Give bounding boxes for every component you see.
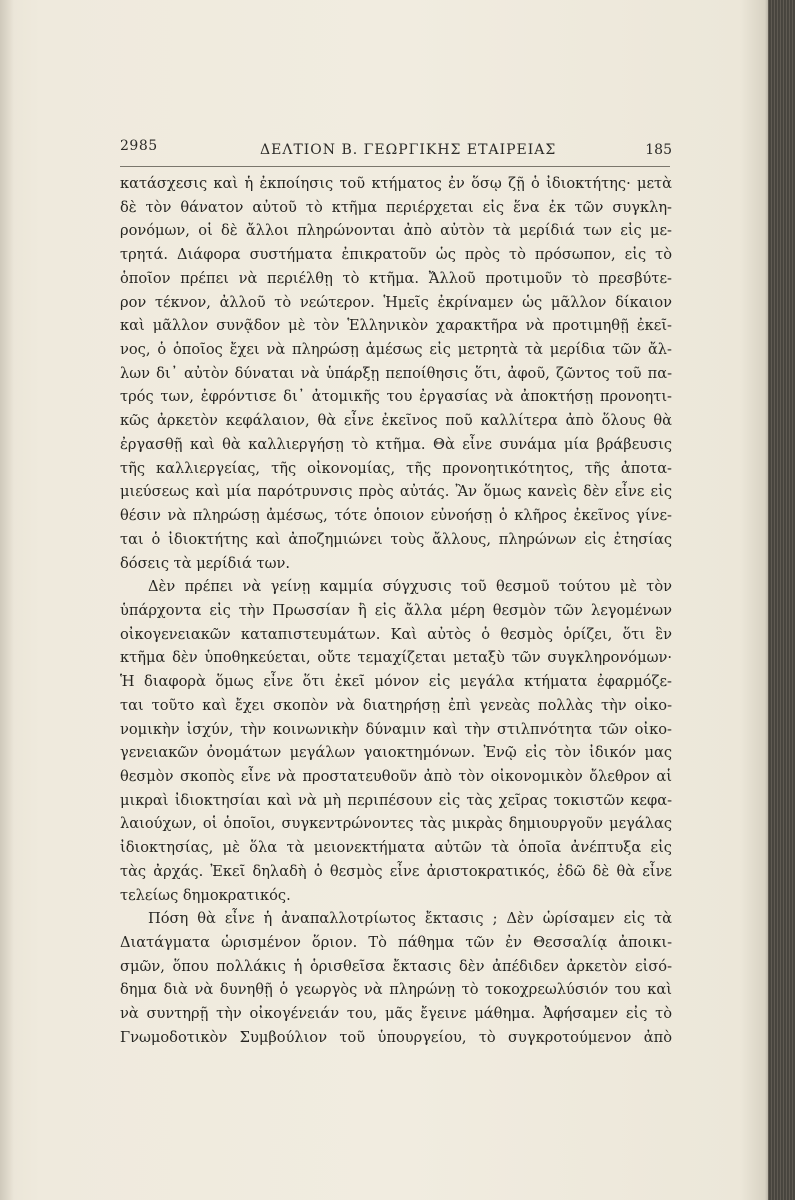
running-title: ΔΕΛΤΙΟΝ Β. ΓΕΩΡΓΙΚΗΣ ΕΤΑΙΡΕΙΑΣ <box>260 142 557 158</box>
text-line: τρητά. Διάφορα συστήματα ἐπικρατοῦν ὡς πρὸς τὸ πρόσωπον, εἰς τὸ <box>120 246 672 264</box>
page-code: 2985 <box>120 138 158 154</box>
paragraph-end-line: δόσεις τὰ μερίδιά των. <box>120 554 291 572</box>
text-line: καὶ μᾶλλον συνᾷδον μὲ τὸν Ἑλληνικὸν χαρακτῆρα νὰ προτιμηθῇ ἐκεῖ- <box>120 317 672 335</box>
text-line: Γνωμοδοτικὸν Συμβούλιον τοῦ ὑπουργείου, τὸ συγκροτούμενον ἀπὸ <box>120 1028 672 1046</box>
text-line: τρός των, ἐφρόντισε δι᾽ ἀτομικῆς του ἐργασίας νὰ ἀποκτήσῃ προνοητι- <box>120 388 672 406</box>
text-line: δημα διὰ νὰ δυνηθῇ ὁ γεωργὸς νὰ πληρώνῃ τὸ τοκοχρεωλύσιόν του καὶ <box>120 981 672 999</box>
running-header <box>120 138 672 162</box>
page-number: 185 <box>645 142 672 158</box>
gutter-shadow <box>0 0 14 1200</box>
text-line: σμῶν, ὅπου πολλάκις ἡ ὁρισθεῖσα ἔκτασις δὲν ἀπέδιδεν ἀρκετὸν εἰσό- <box>120 957 672 975</box>
text-line: Ἡ διαφορὰ ὅμως εἶνε ὅτι ἐκεῖ μόνον εἰς μεγάλα κτήματα ἐφαρμόζε- <box>120 673 672 691</box>
text-line: νομικὴν ἰσχύν, τὴν κοινωνικὴν δύναμιν καὶ τὴν στιλπνότητα τῶν οἰκο- <box>120 720 672 738</box>
text-line: κῶς ἀρκετὸν κεφάλαιον, θὰ εἶνε ἐκεῖνος ποῦ καλλίτερα ἀπὸ ὅλους θὰ <box>120 412 672 430</box>
paragraph-end-line: τελείως δημοκρατικός. <box>120 886 291 904</box>
text-line: ὁποῖον πρέπει νὰ περιέλθῃ τὸ κτῆμα. Ἄλλοῦ προτιμοῦν τὸ πρεσβύτε- <box>120 269 672 287</box>
text-line: ἰδιοκτησίας, μὲ ὅλα τὰ μειονεκτήματα αὐτῶν τὰ ὁποῖα ἀνέπτυξα εἰς <box>120 839 672 857</box>
body-text <box>120 172 672 1050</box>
book-page-edges <box>768 0 795 1200</box>
text-line: ὑπάρχοντα εἰς τὴν Πρωσσίαν ἢ εἰς ἄλλα μέρη θεσμὸν τῶν λεγομένων <box>120 601 672 619</box>
text-line: ἐργασθῇ καὶ θὰ καλλιεργήσῃ τὸ κτῆμα. Θὰ εἶνε συνάμα μία βράβευσις <box>120 435 672 453</box>
text-line: τὰς ἀρχάς. Ἐκεῖ δηλαδὴ ὁ θεσμὸς εἶνε ἀριστοκρατικός, ἐδῶ δὲ θὰ εἶνε <box>120 862 672 880</box>
paragraph-start-line: Πόση θὰ εἶνε ἡ ἀναπαλλοτρίωτος ἔκτασις ; Δὲν ὡρίσαμεν εἰς τὰ <box>148 910 672 928</box>
text-line: ται τοῦτο καὶ ἔχει σκοπὸν νὰ διατηρήσῃ ἐπὶ γενεὰς πολλὰς τὴν οἰκο- <box>120 696 672 714</box>
text-line: μιεύσεως καὶ μία παρότρυνσις πρὸς αὐτάς. Ἂν ὅμως κανεὶς δὲν εἶνε εἰς <box>120 483 672 501</box>
text-line: ρονόμων, οἱ δὲ ἄλλοι πληρώνονται ἀπὸ αὐτὸν τὰ μερίδιά των εἰς με- <box>120 222 672 240</box>
text-line: γενειακῶν ὀνομάτων μεγάλων γαιοκτημόνων. Ἐνῷ εἰς τὸν ἰδικόν μας <box>120 744 672 762</box>
text-line: δὲ τὸν θάνατον αὐτοῦ τὸ κτῆμα περιέρχεται εἰς ἕνα ἐκ τῶν συγκλη- <box>120 198 672 216</box>
text-line: νος, ὁ ὁποῖος ἔχει νὰ πληρώσῃ ἀμέσως εἰς μετρητὰ τὰ μερίδια τῶν ἄλ- <box>120 341 672 359</box>
text-line: ται ὁ ἰδιοκτήτης καὶ ἀποζημιώνει τοὺς ἄλλους, πληρώνων εἰς ἐτησίας <box>120 530 672 548</box>
header-rule <box>120 166 670 167</box>
text-line: θεσμὸν σκοπὸς εἶνε νὰ προστατευθοῦν ἀπὸ τὸν οἰκονομικὸν ὄλεθρον αἱ <box>120 767 672 785</box>
text-line: μικραὶ ἰδιοκτησίαι καὶ νὰ μὴ περιπέσουν εἰς τὰς χεῖρας τοκιστῶν κεφα- <box>120 791 672 809</box>
text-line: Διατάγματα ὡρισμένον ὅριον. Τὸ πάθημα τῶν ἐν Θεσσαλίᾳ ἀποικι- <box>120 934 672 951</box>
text-line: θέσιν νὰ πληρώσῃ ἀμέσως, τότε ὁποιον εὐνοήσῃ ὁ κλῆρος ἐκεῖνος γίνε- <box>120 507 672 525</box>
text-line: κατάσχεσις καὶ ἡ ἐκποίησις τοῦ κτήματος ἐν ὅσῳ ζῇ ὁ ἰδιοκτήτης· μετὰ <box>120 175 672 192</box>
text-line: οἰκογενειακῶν καταπιστευμάτων. Καὶ αὐτὸς ὁ θεσμὸς ὁρίζει, ὅτι ἓν <box>120 625 672 643</box>
text-line: λαιούχων, οἱ ὁποῖοι, συγκεντρώνοντες τὰς μικρὰς δημιουργοῦν μεγάλας <box>120 815 672 833</box>
text-line: κτῆμα δὲν ὑποθηκεύεται, οὔτε τεμαχίζεται μεταξὺ τῶν συγκληρονόμων· <box>120 649 672 667</box>
text-line: ρον τέκνον, ἀλλοῦ τὸ νεώτερον. Ἡμεῖς ἐκρίναμεν ὡς μᾶλλον δίκαιον <box>120 293 672 311</box>
text-line: τῆς καλλιεργείας, τῆς οἰκονομίας, τῆς προνοητικότητος, τῆς ἀποτα- <box>120 459 672 477</box>
paragraph-start-line: Δὲν πρέπει νὰ γείνῃ καμμία σύγχυσις τοῦ θεσμοῦ τούτου μὲ τὸν <box>148 578 672 596</box>
text-line: λων δι᾽ αὐτὸν δύναται νὰ ὑπάρξῃ πεποίθησις ὅτι, ἀφοῦ, ζῶντος τοῦ πα- <box>120 364 672 382</box>
text-line: νὰ συντηρῇ τὴν οἰκογένειάν του, μᾶς ἔγεινε μάθημα. Ἀφήσαμεν εἰς τὸ <box>120 1005 672 1023</box>
